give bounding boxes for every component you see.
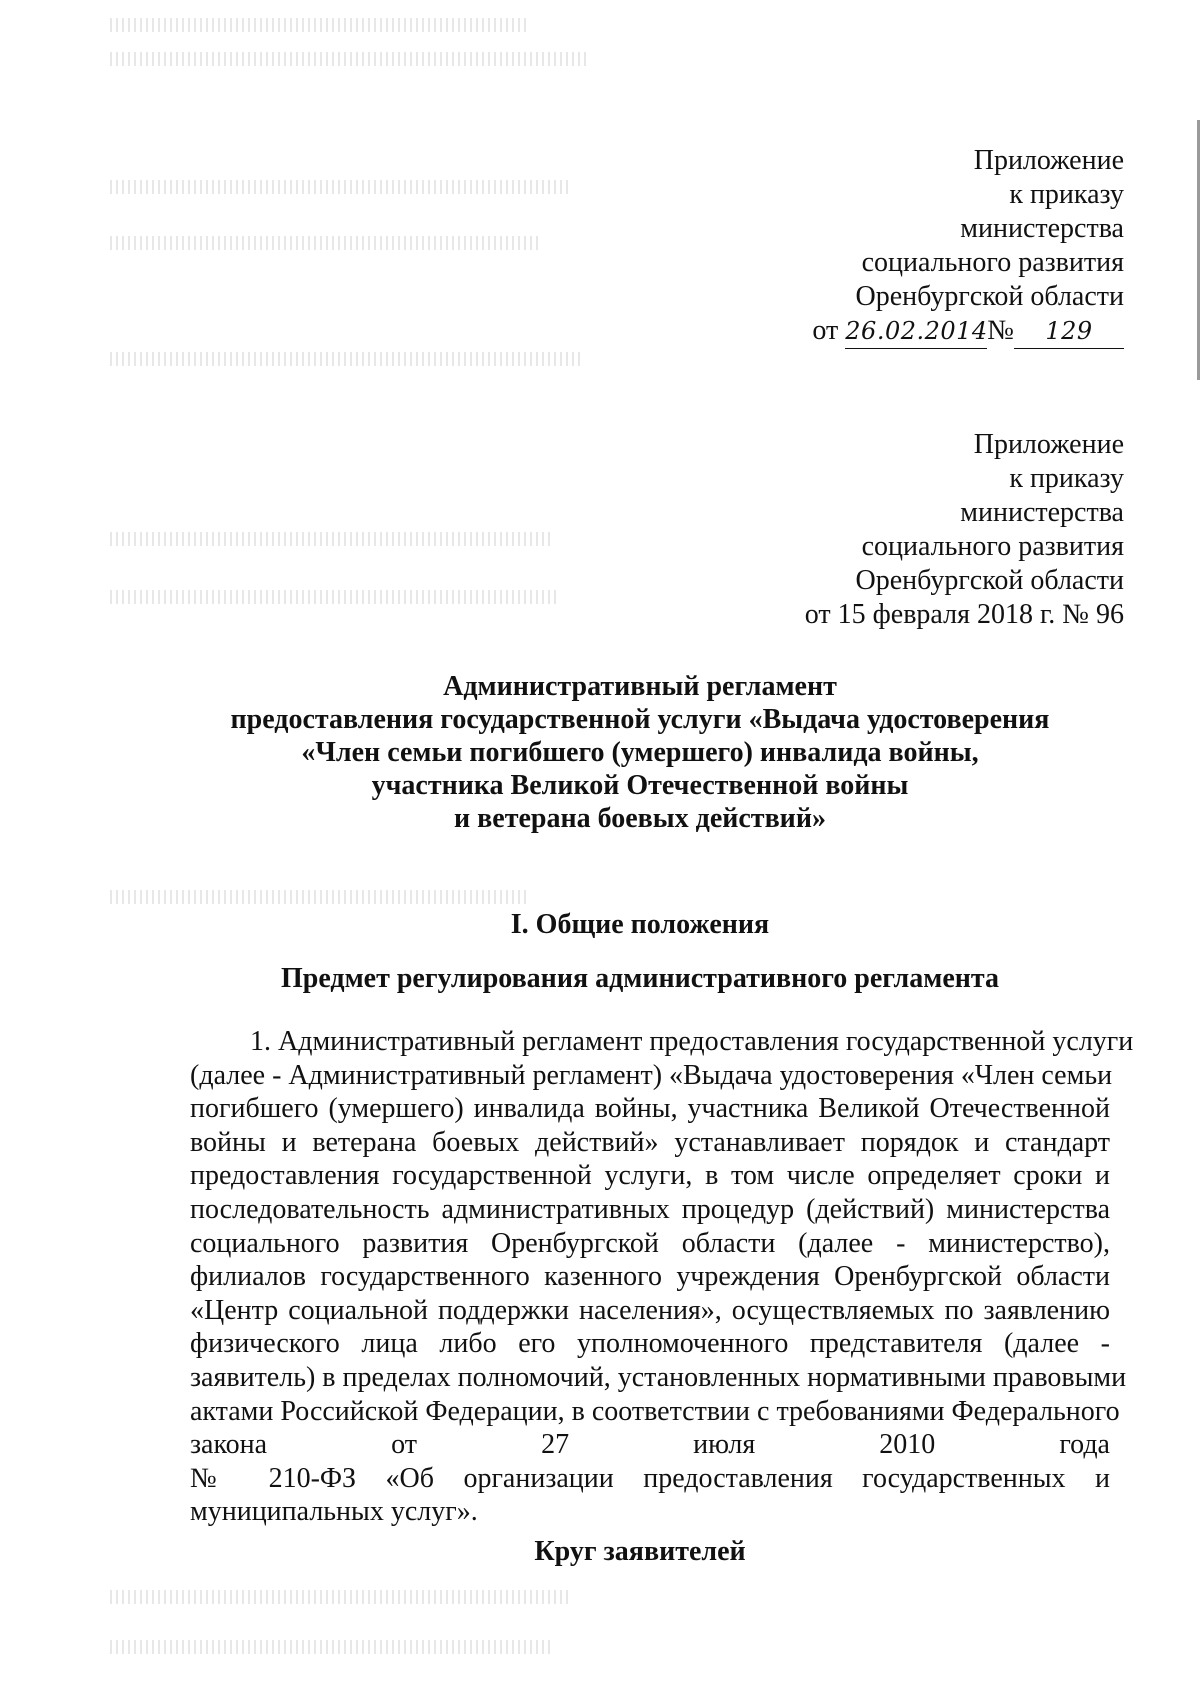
paragraph-line: погибшего (умершего) инвалида войны, участника Великой Отечественной: [190, 1093, 1110, 1125]
appendix-block-primary: [812, 144, 1124, 349]
paragraph-line: социального развития Оренбургской области (далее - министерство),: [190, 1227, 1110, 1259]
scan-noise: [110, 590, 560, 604]
paragraph-line: (далее - Административный регламент) «Выдача удостоверения «Член семьи: [190, 1059, 1113, 1091]
paragraph-line: войны и ветерана боевых действий» устанавливает порядок и стандарт: [190, 1126, 1110, 1158]
scan-noise: [110, 18, 530, 32]
paragraph-line: филиалов государственного казенного учреждения Оренбургской области: [190, 1261, 1110, 1293]
appendix-block-secondary: [805, 428, 1124, 632]
appendix-line: Оренбургской области: [855, 281, 1124, 312]
title-line: Административный регламент: [443, 671, 837, 702]
title-line: «Член семьи погибшего (умершего) инвалида войны,: [301, 737, 979, 768]
paragraph-line: № 210-ФЗ «Об организации предоставления государственных и: [190, 1462, 1110, 1494]
scan-noise: [110, 1640, 550, 1654]
number-label: №: [987, 315, 1014, 346]
section-subheading: Предмет регулирования административного регламента: [281, 963, 999, 994]
paragraph-line: 1. Административный регламент предоставления государственной услуги: [250, 1026, 1134, 1057]
appendix-date-line: [812, 314, 1124, 349]
document-title: [190, 670, 1090, 835]
scan-noise: [110, 352, 580, 366]
paragraph-1: [190, 1025, 1134, 1529]
paragraph-line: предоставления государственной услуги, в том числе определяет сроки и: [190, 1160, 1110, 1192]
date-prefix: от: [812, 315, 839, 346]
paragraph-line: муниципальных услуг».: [190, 1496, 478, 1528]
appendix-line: социального развития: [861, 247, 1124, 278]
title-line: и ветерана боевых действий»: [454, 803, 826, 834]
scan-noise: [110, 532, 550, 546]
appendix-line: министерства: [960, 213, 1124, 244]
scan-noise: [110, 890, 530, 904]
scan-noise: [110, 236, 540, 250]
section-heading: I. Общие положения: [510, 909, 770, 940]
subsection-heading: Круг заявителей: [534, 1536, 746, 1567]
appendix-line: к приказу: [1009, 179, 1124, 210]
appendix-line: Приложение: [973, 145, 1124, 176]
paragraph-line: заявитель) в пределах полномочий, установленных нормативными правовыми: [190, 1361, 1127, 1393]
paragraph-line: последовательность административных процедур (действий) министерства: [190, 1193, 1110, 1225]
scan-noise: [110, 1590, 570, 1604]
title-line: предоставления государственной услуги «Выдача удостоверения: [230, 704, 1050, 735]
scan-noise: [110, 180, 570, 194]
title-line: участника Великой Отечественной войны: [371, 770, 909, 801]
appendix-line: Приложение: [973, 429, 1124, 460]
paragraph-line: закона от 27 июля 2010 года: [190, 1429, 1110, 1461]
appendix-line: от 15 февраля 2018 г. № 96: [804, 599, 1124, 630]
paragraph-line: актами Российской Федерации, в соответствии с требованиями Федерального: [190, 1395, 1120, 1427]
handwritten-date: 26.02.2014: [845, 314, 987, 349]
appendix-line: социального развития: [861, 531, 1124, 562]
handwritten-number: 129: [1014, 314, 1124, 349]
paragraph-line: физического лица либо его уполномоченного представителя (далее -: [190, 1328, 1110, 1360]
appendix-line: Оренбургской области: [855, 565, 1124, 596]
paragraph-line: «Центр социальной поддержки населения», осуществляемых по заявлению: [190, 1294, 1110, 1326]
appendix-line: министерства: [960, 497, 1124, 528]
appendix-line: к приказу: [1009, 463, 1124, 494]
scan-noise: [110, 52, 590, 66]
